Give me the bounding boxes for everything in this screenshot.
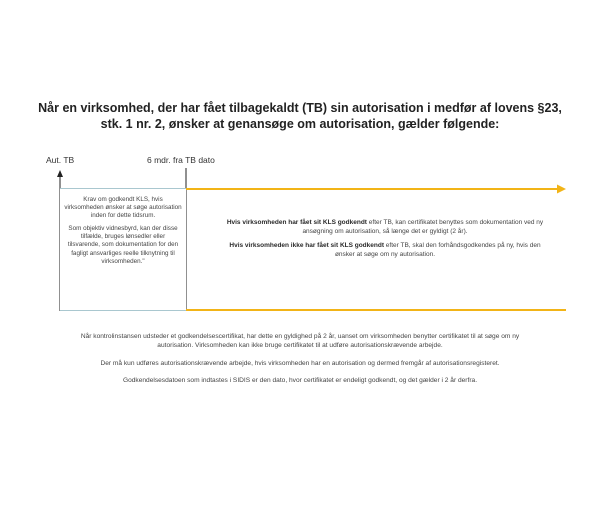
right-p2-rest: efter TB, skal den forhåndsgodkendes på ny, hvis den ønsker at søge om ny autorisation. [334,242,541,258]
right-region-text [225,219,545,265]
bottom-paragraph-2: Der må kun udføres autorisationskrævende arbejde, hvis virksomheden har en autorisation og dermed fremgår af autorisationsregisteret. [100,359,500,367]
bottom-paragraph-3: Godkendelsesdatoen som indtastes i SIDIS er den dato, hvor certifikatet er endeligt godkendt, og det gælder i 2 år derfra. [122,377,478,385]
left-box-paragraph-1: Krav om godkendt KLS, hvis virksomheden ønsker at søge autorisation inden for dette tidsrum. [64,196,182,220]
axis-arrow-head [57,170,63,177]
left-box-paragraph-2: Som objektiv vidnesbyrd, kan der disse tilfælde, bruges lønsedler eller tilsvarende, som dokumentation for den fagligt ansvarliges reelle tilknytning til virksomheden." [67,225,179,265]
right-p1-bold: Hvis virksomheden har fået sit KLS godkendt [226,219,367,226]
bottom-paragraph-1: Når kontrolinstansen udsteder et godkendelsescertifikat, har dette en gyldighed på 2 år, uanset om virksomheden benytter certifikatet til at søge om ny autorisation. Virksomheden kan ikke bruge certifikatet til at udføre autorisationskrævende arbejde. [80,333,520,349]
label-6-months: 6 mdr. fra TB dato [147,155,215,165]
yellow-arrow-head [557,185,566,194]
heading-line-2: stk. 1 nr. 2, ønsker at genansøge om autorisation, gælder følgende: [100,117,500,131]
right-paragraph-2 [225,242,545,259]
heading-line-1: Når en virksomhed, der har fået tilbagekaldt (TB) sin autorisation i medfør af lovens §23, [38,101,562,115]
right-p1-rest: efter TB, kan certifikatet benyttes som dokumentation ved ny ansøgning om autorisation, så længe det er gyldigt (2 år). [302,219,544,235]
right-paragraph-1 [225,219,545,236]
left-box-text [60,189,186,310]
bottom-notes [80,333,520,395]
label-aut-tb: Aut. TB [46,155,75,165]
right-p2-bold: Hvis virksomheden ikke har fået sit KLS godkendt [229,242,384,250]
